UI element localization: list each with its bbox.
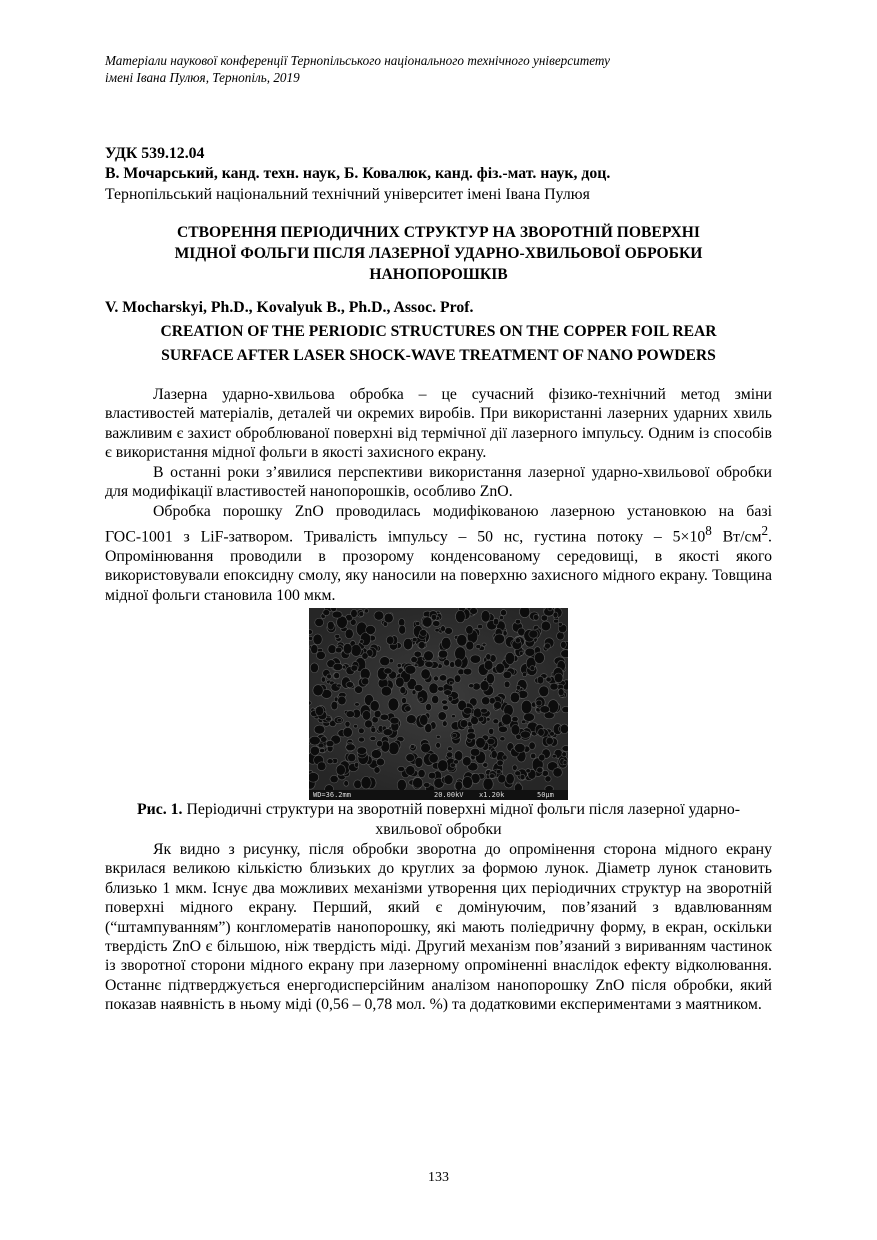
pit [364,609,368,613]
paragraph-3 [105,502,772,605]
pit [436,735,440,738]
pit [471,717,479,725]
pit [345,629,353,639]
pit [362,710,370,720]
pit [370,736,376,740]
pit [413,778,423,789]
pit [558,622,562,626]
pit [441,637,451,649]
pit [442,721,447,727]
pit [506,774,514,785]
pit [336,765,345,776]
pit [425,661,433,667]
pit [377,740,383,747]
pit [512,717,518,722]
pit [454,760,459,764]
pit [335,647,342,653]
pit [562,752,567,757]
pit [466,641,474,650]
pit [515,619,521,624]
pit [414,685,423,692]
pit [483,763,488,768]
pit [450,662,455,668]
pit [426,704,432,711]
paragraph-3-part-a: Обробка порошку ZnO проводилась модифікованою лазерною установкою на базі ГОС-1001 з LiF-затвором. Тривалість імпульсу – 50 нс, густина потоку – 5×10 [105,503,772,546]
pit [452,733,457,737]
pit [421,669,430,679]
pit [397,779,406,790]
sem-texture [309,608,568,790]
pit [346,711,355,718]
pit [476,645,481,649]
pit [512,765,517,771]
pit [470,748,480,756]
pit [309,630,313,635]
paragraph-3-part-b: Вт/см [711,528,762,546]
pit [414,651,421,657]
pit [374,767,380,774]
pit [519,651,523,655]
pit [444,690,452,696]
pit [531,753,536,759]
pit [396,677,405,687]
pit [493,719,499,724]
pit [432,695,439,703]
pit [435,629,439,632]
pit [343,643,352,654]
pit [560,724,568,734]
sem-micrograph [309,608,568,800]
pit [397,663,401,667]
pit [497,769,502,774]
pit [444,775,453,785]
scale-bar [309,790,568,800]
pit [406,754,415,762]
pit [452,715,456,718]
conference-header [105,52,785,86]
pit [438,686,444,691]
pit [315,706,323,716]
pit [496,663,505,673]
pit [316,651,325,659]
pit [515,638,520,643]
pit [357,747,367,755]
pit [309,701,311,705]
title-ua-line-2: МІДНОЇ ФОЛЬГИ ПІСЛЯ ЛАЗЕРНОЇ УДАРНО-ХВИЛЬОВОЇ ОБРОБКИ [174,245,703,262]
pit [546,737,553,745]
pit [445,628,453,635]
pit [537,676,544,684]
pit [540,706,550,713]
pit [310,746,319,755]
pit [351,609,358,617]
title-ua [105,222,772,285]
pit [499,726,508,732]
pit [520,774,525,780]
pit [520,608,530,618]
pit [561,641,567,648]
title-ua-line-3: НАНОПОРОШКІВ [369,266,508,283]
pit [402,697,407,703]
pit [309,636,313,640]
pit [553,612,558,618]
pit [333,663,343,670]
pit [476,737,486,748]
pit [484,660,493,670]
pit [546,677,551,682]
pit [500,737,505,741]
pit [448,747,453,751]
pit [362,653,368,660]
pit [460,720,468,728]
pit [520,731,530,738]
pit [423,617,433,627]
pit [331,701,338,710]
pit [334,672,340,678]
caption-text: Періодичні структури на зворотній поверхні мідної фольги після лазерної ударно-хвильової обробки [182,801,741,838]
pit [480,681,489,691]
udk-code: УДК 539.12.04 [105,145,205,162]
pit [323,610,330,616]
pit [318,743,324,748]
pit [348,753,356,761]
pit [530,666,535,671]
pit [525,648,535,656]
pit [448,696,453,701]
pit [491,751,497,759]
caption-label: Рис. 1. [136,801,183,818]
pit [317,762,326,771]
pit [522,672,526,677]
pit [454,751,462,761]
exponent-8: 8 [705,523,712,539]
pit [481,708,488,713]
pit [381,686,391,696]
pit [502,714,512,725]
pit [404,638,413,650]
pit [313,634,322,645]
authors-ua: В. Мочарський, канд. техн. наук, Б. Ковалюк, канд. фіз.-мат. наук, доц. [105,165,611,182]
pit [429,754,438,764]
pit [494,702,502,710]
pit [327,759,333,764]
pit [351,645,361,657]
pit [481,611,490,623]
pit [466,626,473,635]
pit [537,767,543,773]
page-number: 133 [428,1170,449,1185]
title-en-line-2: SURFACE AFTER LASER SHOCK-WAVE TREATMENT OF NANO POWDERS [161,347,716,364]
pit [529,742,535,750]
pit [345,721,350,727]
pit [534,652,544,663]
pit [442,700,448,704]
magnification: x1.20k [479,791,505,799]
pit [331,608,337,612]
pit [456,610,466,622]
pit [383,729,392,736]
pit [330,775,338,783]
pit [446,752,452,758]
pit [562,706,568,712]
pit [355,762,359,767]
pit [494,634,505,644]
pit [455,781,463,790]
pit [529,630,538,638]
pit [433,621,440,627]
pit [351,665,358,671]
pit [489,774,495,779]
pit [486,654,491,660]
pit [405,665,416,674]
pit [365,720,373,728]
pit [416,622,420,626]
pit [326,740,334,746]
pit [406,715,416,724]
pit [536,700,542,706]
pit [412,637,417,641]
pit [516,685,520,690]
pit [414,664,418,667]
pit [533,614,539,620]
pit [553,768,562,777]
pit [548,608,552,611]
pit [423,783,430,788]
pit [388,698,399,711]
pit [332,611,342,618]
pit [398,766,405,771]
pit [489,728,494,734]
pit [470,608,478,614]
pit [410,745,414,749]
pit [545,643,551,649]
paragraph-2: В останні роки з’явилися перспективи використання лазерної ударно-хвильової обробки для модифікації властивостей нанопорошків, особливо ZnO. [105,464,772,501]
pit [415,757,423,767]
pit [439,675,446,681]
pit [470,655,481,663]
pit [558,689,564,696]
pit [482,697,490,705]
pit [483,778,493,790]
figure-caption [105,800,772,840]
pit [429,683,438,694]
pit [541,621,550,631]
pit [463,707,472,714]
pit [390,717,399,724]
pit [374,611,384,620]
pit [431,614,436,620]
pit [386,636,394,645]
pit [539,754,545,761]
pit [434,676,439,681]
pit [344,781,349,787]
header-line-1: Матеріали наукової конференції Тернопільського національного технічного університету [105,53,610,68]
affiliation: Тернопільський національний технічний університет імені Івана Пулюя [105,186,590,203]
pit [428,772,435,779]
pit [420,715,428,726]
pit [562,746,568,752]
pit [463,757,472,766]
pit [524,713,535,721]
pit [538,729,545,737]
pit [366,625,376,634]
pit [327,674,332,679]
authors-en: V. Mocharskyi, Ph.D., Kovalyuk B., Ph.D., Assoc. Prof. [105,299,474,316]
pit [389,742,400,755]
pit [314,725,325,734]
pit [321,737,328,743]
pit [482,643,486,646]
pit [521,700,532,714]
pit [327,621,334,630]
pit [310,663,318,673]
pit [478,625,483,629]
pit [362,678,369,685]
pit [384,668,392,674]
pit [359,611,364,616]
pit [405,706,411,712]
pit [505,652,515,664]
pit [338,696,346,705]
pit [455,659,463,668]
title-en-line-1: CREATION OF THE PERIODIC STRUCTURES ON THE COPPER FOIL REAR [160,323,717,340]
pit [355,703,360,706]
paragraph-1: Лазерна ударно-хвильова обробка – це сучасний фізико-технічний метод зміни властивостей матеріалів, деталей чи окремих виробів. При використанні лазерних ударних хвиль важливим є захист оброблюваної поверхні від термічної дії лазерного імпульсу. Одним із способів є використання мідної фольги в якості захисного екрану. [105,386,772,462]
accelerating-voltage: 20.00kV [434,791,464,799]
pit [436,743,441,749]
pit [359,728,365,734]
pit [526,769,531,773]
pit [511,725,520,736]
pit [335,634,340,638]
pit [360,640,364,644]
pit [545,776,551,782]
pit [463,668,472,675]
pit [399,625,406,634]
pit [469,684,474,688]
pit [503,755,507,760]
pit [315,618,324,626]
pit [313,685,323,696]
pit [309,772,319,782]
pit [503,631,507,636]
pit [421,743,431,753]
pit [498,775,506,784]
pit [442,705,448,710]
pit [328,645,336,654]
pit [354,724,358,728]
pit [320,748,325,752]
pit [504,681,510,688]
pit [467,733,476,740]
exponent-2: 2 [761,523,769,539]
pit [438,760,448,772]
pit [361,777,371,789]
pit [424,651,434,661]
pit [497,760,503,766]
pit [454,675,461,683]
header-line-2: імені Івана Пулюя, Тернопіль, 2019 [105,70,300,85]
pit [359,737,365,742]
pit [515,743,526,752]
pit [371,727,376,733]
pit [457,634,467,646]
working-distance: WD=36.2mm [313,791,351,799]
pit [420,630,427,637]
pit [380,657,390,666]
pit [337,684,342,687]
scale-length: 50μm [537,791,554,799]
pit [563,760,567,764]
pit [552,755,556,758]
pit [438,712,446,721]
title-en [105,320,772,368]
pit [501,610,507,616]
pit [441,626,446,632]
pit [311,644,318,653]
paragraph-4: Як видно з рисунку, після обробки зворотна до опромінення сторона мідного екрану вкрилася великою кількістю близьких до круглих за формою лунок. Діаметр лунок становить близько 1 мкм. Існує два можливих механізми утворення цих періодичних структур на зворотній поверхні мідного екрану. Перший, який є домінуючим, пов’язаний з вдавлюванням (“штампуванням”) конгломератів нанопорошку, які мають поліедричну форму, в екран, оскільки твердість ZnO є більшою, ніж твердість міді. Другий механізм пов’язаний з вириванням частинок із зворотної сторони мідного екрану при лазерному опроміненні внаслідок ефекту відколювання. Останнє підтверджується енергодисперсійним аналізом нанопорошку ZnO після обробки, який показав наявність в ньому міді (0,56 – 0,78 мол. %) та додатковими експериментами з маятником. [105,841,772,1014]
pit [418,641,425,649]
pit [400,687,406,694]
title-ua-line-1: СТВОРЕННЯ ПЕРІОДИЧНИХ СТРУКТУР НА ЗВОРОТНІЙ ПОВЕРХНІ [176,224,700,241]
pit [418,769,425,777]
pit [449,682,453,685]
pit [455,647,466,661]
pit [419,698,423,702]
paragraph-3-part-c: . Опромінювання проводили в прозорому конденсованому середовищі, в якості якого використовували епоксидну смолу, яку наносили на поверхню захисного мідного екрану. Товщина мідної фольги становила 100 мкм. [105,528,772,604]
pit [343,727,352,737]
pit [510,692,519,703]
pit [406,766,415,776]
pit [515,771,521,776]
pit [462,776,472,788]
pit [337,718,342,722]
pit [346,682,354,688]
pit [354,780,362,789]
pit [561,650,568,658]
pit [539,686,549,697]
pit [444,660,450,667]
pit [376,758,384,766]
pit [493,618,498,625]
pit [321,677,325,682]
pit [438,650,447,658]
pit [346,744,356,751]
pit [550,683,558,690]
pit [553,619,558,623]
pit [503,671,512,679]
pit [554,673,563,683]
pit [499,616,503,620]
pit [384,613,393,623]
pit [370,701,379,712]
pit [380,714,389,720]
pit [371,750,381,759]
